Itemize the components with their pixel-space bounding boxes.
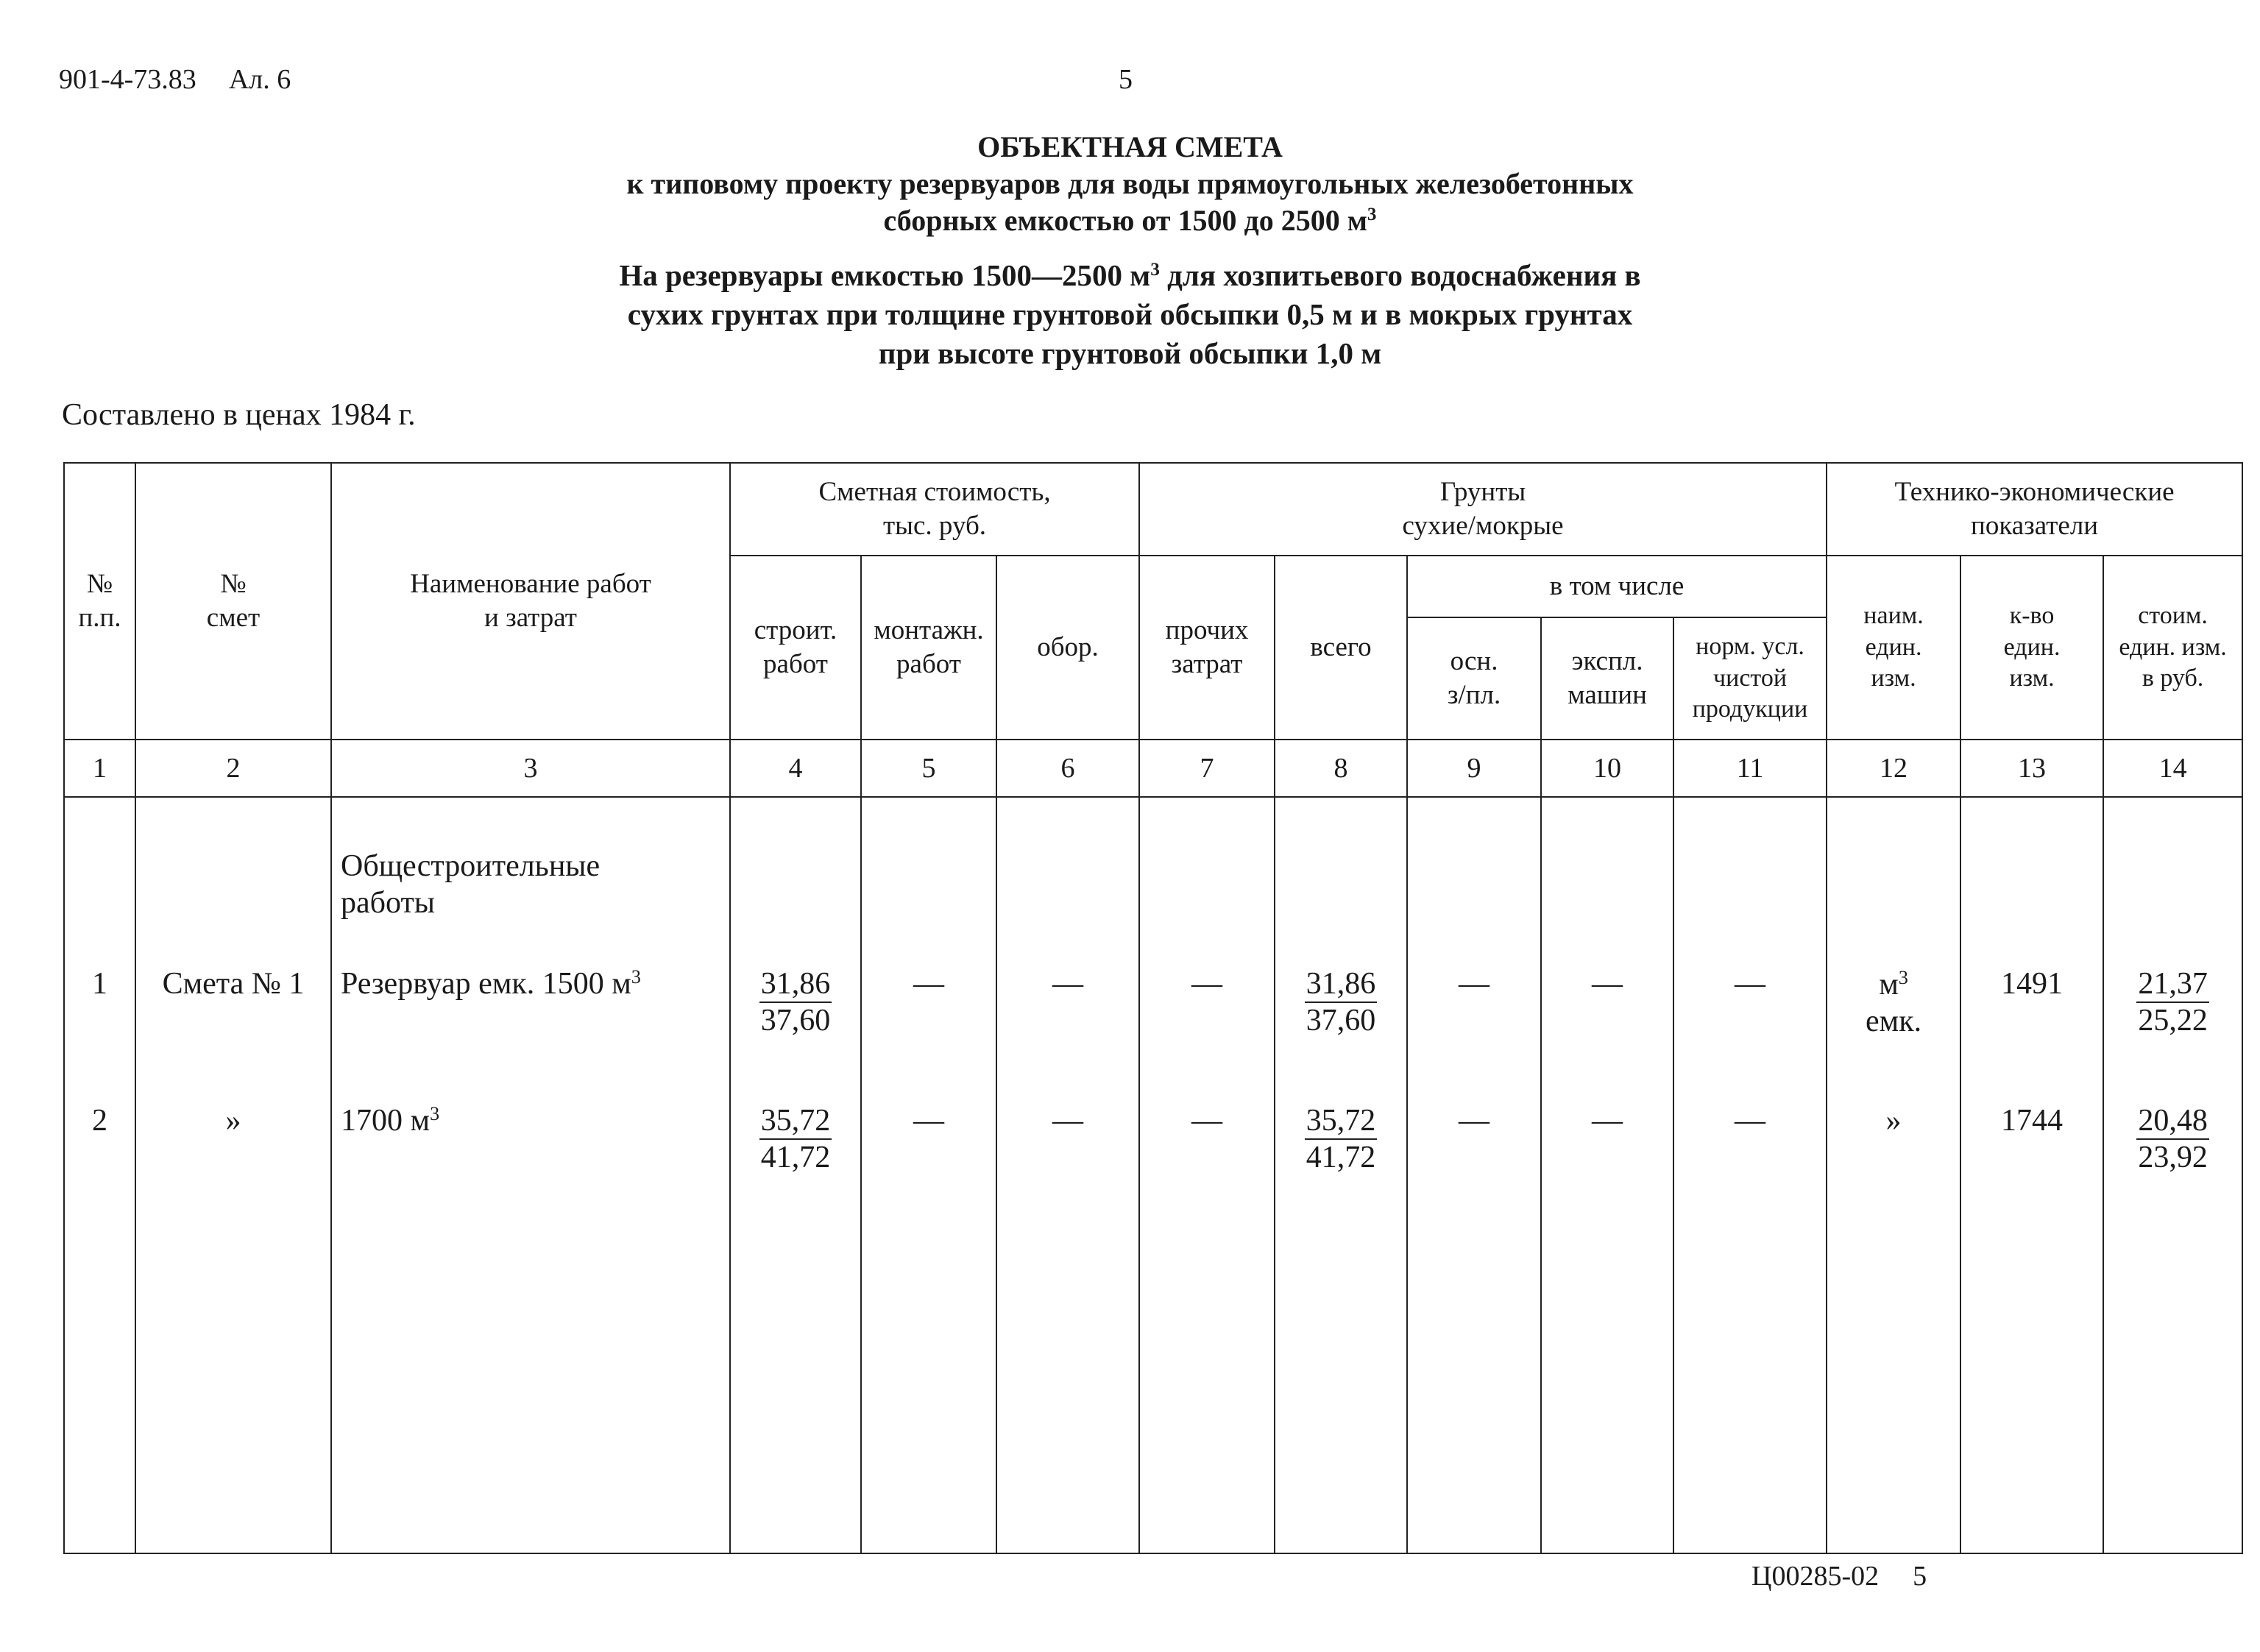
album-number: Ал. 6 <box>228 64 291 95</box>
column-number: 11 <box>1673 740 1827 797</box>
header-unit-name: наим. един. изм. <box>1827 556 1960 740</box>
row-build-cost: $\frac{31,86}{37,60}$ <box>730 966 861 1103</box>
column-numbers-row <box>64 740 2242 797</box>
column-number: 7 <box>1139 740 1275 797</box>
header-total: всего <box>1275 556 1407 740</box>
row-number: 1 <box>64 966 135 1103</box>
header-machines: экспл. машин <box>1541 617 1673 740</box>
row-name: Резервуар емк. 1500 $м^3$ <box>331 966 730 1103</box>
column-number: 6 <box>996 740 1139 797</box>
column-number: 1 <box>64 740 135 797</box>
document-code <box>59 63 323 96</box>
header-unit-cost: стоим. един. изм. в руб. <box>2103 556 2242 740</box>
row-norm: — <box>1673 966 1827 1103</box>
row-machines: — <box>1541 1103 1673 1250</box>
title-line-3: сборных емкостью от 1500 до 2500 $м^3$ <box>883 204 1377 237</box>
row-salary: — <box>1407 966 1541 1103</box>
row-total-cost: $\frac{31,86}{37,60}$ <box>1275 966 1407 1103</box>
row-unit: $м^3$ емк. <box>1827 966 1960 1103</box>
row-other-cost: — <box>1139 966 1275 1103</box>
table-row <box>64 1103 2242 1250</box>
row-estimate: » <box>135 1103 331 1250</box>
table-row <box>64 966 2242 1103</box>
row-machines: — <box>1541 966 1673 1103</box>
row-quantity: 1744 <box>1960 1103 2103 1250</box>
section-row <box>64 797 2242 966</box>
doc-number: 901-4-73.83 <box>59 64 196 95</box>
document-title: ОБЪЕКТНАЯ СМЕТА <box>977 130 1283 163</box>
row-quantity: 1491 <box>1960 966 2103 1103</box>
column-number: 3 <box>331 740 730 797</box>
row-equipment-cost: — <box>996 1103 1139 1250</box>
column-number: 2 <box>135 740 331 797</box>
footer-doc-code: Ц00285-02 <box>1751 1561 1880 1592</box>
header-equipment: обор. <box>996 556 1139 740</box>
header-build-works: строит. работ <box>730 556 861 740</box>
row-unit: » <box>1827 1103 1960 1250</box>
row-number: 2 <box>64 1103 135 1250</box>
section-title: Общестроительные работы <box>331 797 730 966</box>
estimate-table <box>63 462 2243 1554</box>
header-estimate-number: № смет <box>135 463 331 740</box>
column-number: 12 <box>1827 740 1960 797</box>
header-row-number: № п.п. <box>64 463 135 740</box>
header-including: в том числе <box>1407 556 1827 617</box>
row-norm: — <box>1673 1103 1827 1250</box>
header-soil-group: Грунты сухие/мокрые <box>1139 463 1827 556</box>
row-estimate: Смета № 1 <box>135 966 331 1103</box>
subtitle-line-1: На резервуары емкостью 1500—2500 $м^3$ для хозпитьевого водоснабжения в <box>619 258 1641 292</box>
header-tech-group: Технико-экономические показатели <box>1827 463 2242 556</box>
subtitle-line-2: сухих грунтах при толщине грунтовой обсыпки 0,5 м и в мокрых грунтах <box>627 297 1633 331</box>
title-line-2: к типовому проекту резервуаров для воды прямоугольных железобетонных <box>626 167 1634 200</box>
column-number: 13 <box>1960 740 2103 797</box>
row-total-cost: $\frac{35,72}{41,72}$ <box>1275 1103 1407 1250</box>
header-mount-works: монтажн. работ <box>861 556 996 740</box>
row-other-cost: — <box>1139 1103 1275 1250</box>
column-number: 4 <box>730 740 861 797</box>
row-mount-cost: — <box>861 1103 996 1250</box>
row-equipment-cost: — <box>996 966 1139 1103</box>
column-number: 10 <box>1541 740 1673 797</box>
row-name: 1700 $м^3$ <box>331 1103 730 1250</box>
empty-rows <box>64 1250 2242 1553</box>
footer-code <box>1751 1560 1960 1592</box>
row-unit-cost: $\frac{21,37}{25,22}$ <box>2103 966 2242 1103</box>
header-cost-group: Сметная стоимость, тыс. руб. <box>730 463 1139 556</box>
header-norm-production: норм. усл. чистой продукции <box>1673 617 1827 740</box>
column-number: 5 <box>861 740 996 797</box>
page-number: 5 <box>1119 64 1133 95</box>
row-unit-cost: $\frac{20,48}{23,92}$ <box>2103 1103 2242 1250</box>
prices-note: Составлено в ценах 1984 г. <box>62 398 416 432</box>
row-salary: — <box>1407 1103 1541 1250</box>
header-work-name: Наименование работ и затрат <box>331 463 730 740</box>
column-number: 14 <box>2103 740 2242 797</box>
subtitle-line-3: при высоте грунтовой обсыпки 1,0 м <box>878 336 1382 370</box>
column-number: 9 <box>1407 740 1541 797</box>
header-base-salary: осн. з/пл. <box>1407 617 1541 740</box>
header-other-costs: прочих затрат <box>1139 556 1275 740</box>
header-unit-qty: к-во един. изм. <box>1960 556 2103 740</box>
row-mount-cost: — <box>861 966 996 1103</box>
footer-page-number: 5 <box>1913 1561 1927 1592</box>
row-build-cost: $\frac{35,72}{41,72}$ <box>730 1103 861 1250</box>
column-number: 8 <box>1275 740 1407 797</box>
